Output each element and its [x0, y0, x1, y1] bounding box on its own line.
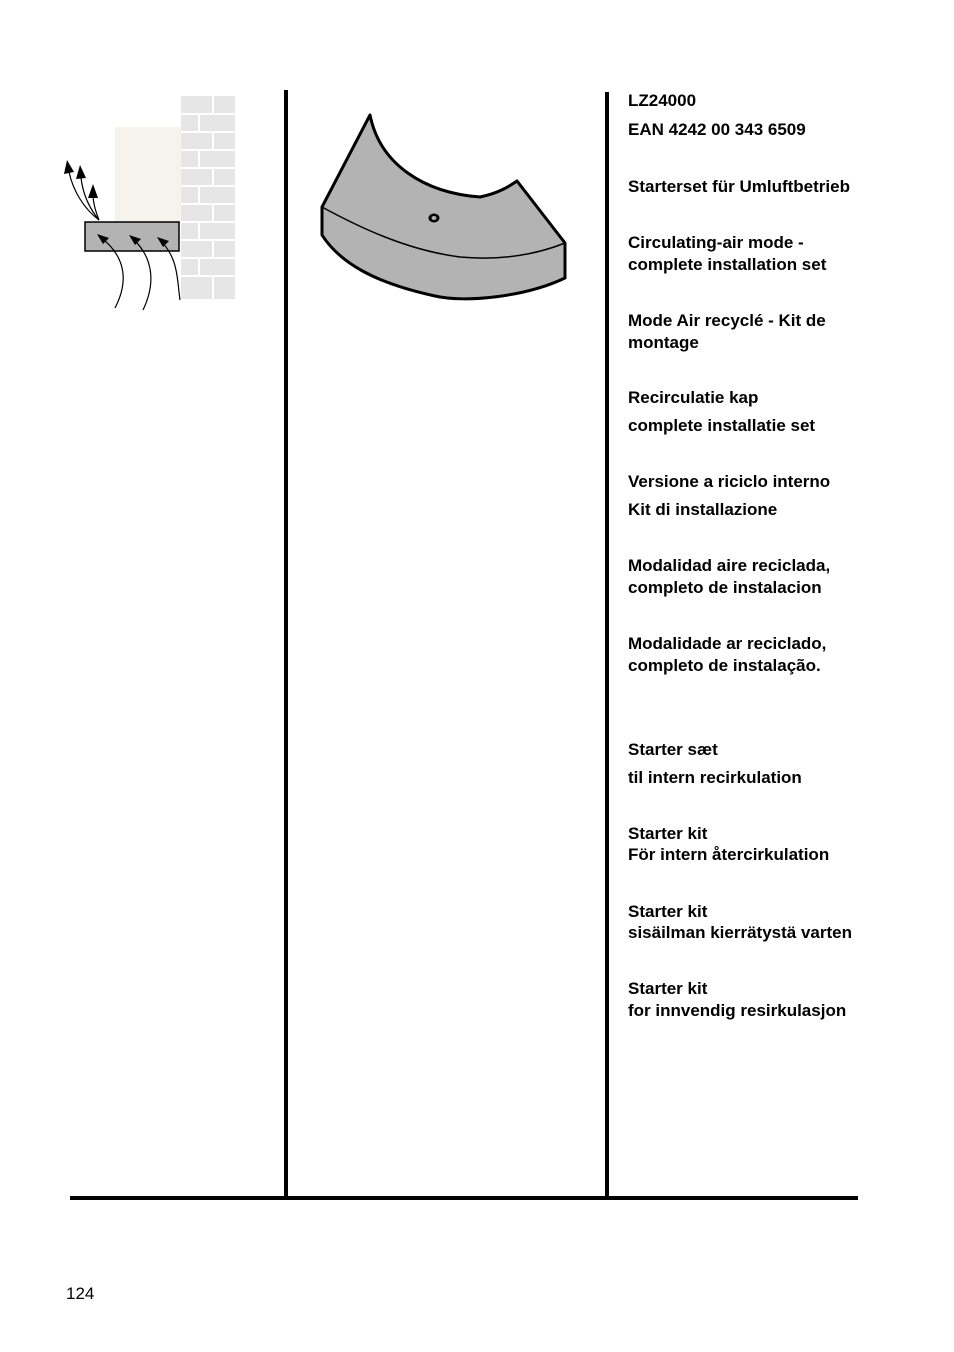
wall-panel [115, 127, 181, 223]
desc-fr-1: Mode Air recyclé - Kit de [628, 311, 826, 330]
desc-de: Starterset für Umluftbetrieb [628, 177, 850, 196]
column-divider-right [605, 92, 609, 1200]
column-divider-left [284, 90, 288, 1200]
desc-da-2: til intern recirkulation [628, 768, 802, 787]
desc-es-1: Modalidad aire reciclada, [628, 556, 831, 575]
desc-fr-2: montage [628, 333, 699, 352]
desc-fi-2: sisäilman kierrätystä varten [628, 923, 852, 942]
desc-en-2: complete installation set [628, 255, 827, 274]
part-body [322, 115, 565, 299]
desc-pt-2: completo de instalação. [628, 656, 821, 675]
desc-it-2: Kit di installazione [628, 500, 778, 519]
brick-wall [181, 96, 235, 299]
desc-pt-1: Modalidade ar reciclado, [628, 634, 827, 653]
desc-es-2: completo de instalacion [628, 578, 822, 597]
desc-no-2: for innvendig resirkulasjon [628, 1001, 847, 1020]
ean-number: EAN 4242 00 343 6509 [628, 120, 806, 139]
accessory-part-illustration [315, 105, 575, 305]
desc-da-1: Starter sæt [628, 740, 718, 759]
bottom-rule [70, 1196, 858, 1200]
page-number: 124 [66, 1284, 95, 1303]
desc-nl-1: Recirculatie kap [628, 388, 759, 407]
screw-hole-center [432, 216, 437, 220]
desc-nl-2: complete installatie set [628, 416, 816, 435]
desc-fi-1: Starter kit [628, 902, 708, 921]
desc-no-1: Starter kit [628, 979, 708, 998]
desc-en-1: Circulating-air mode - [628, 233, 804, 252]
desc-sv-1: Starter kit [628, 824, 708, 843]
product-code: LZ24000 [628, 91, 697, 110]
desc-it-1: Versione a riciclo interno [628, 472, 831, 491]
airflow-diagram [55, 90, 240, 315]
desc-sv-2: För intern återcirkulation [628, 845, 830, 864]
